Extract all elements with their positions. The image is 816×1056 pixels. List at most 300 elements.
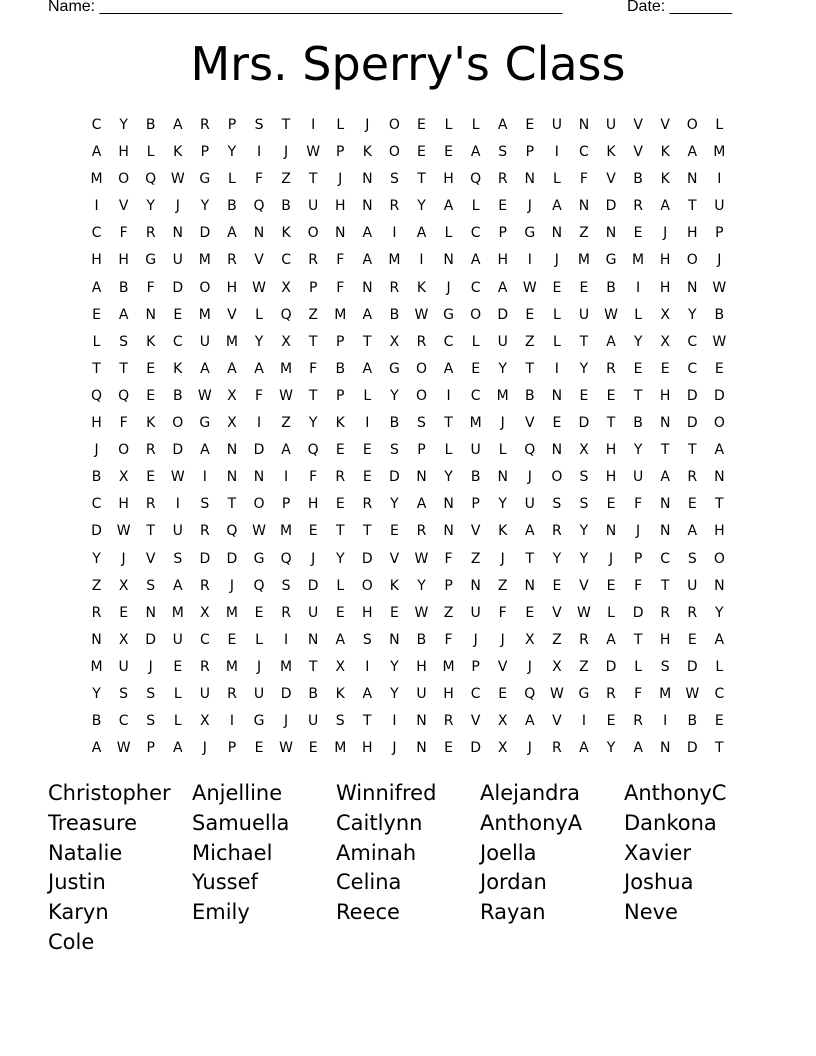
grid-letter[interactable]: F [254, 387, 264, 404]
grid-letter[interactable]: N [578, 198, 590, 215]
grid-letter[interactable]: N [551, 442, 563, 459]
grid-letter[interactable]: C [470, 387, 481, 404]
grid-letter[interactable]: N [659, 415, 671, 432]
grid-letter[interactable]: N [362, 279, 373, 296]
grid-letter[interactable]: N [578, 117, 590, 133]
grid-letter[interactable]: P [498, 225, 507, 242]
grid-letter[interactable]: M [442, 658, 455, 675]
grid-letter[interactable]: W [279, 387, 293, 404]
grid-letter[interactable]: N [226, 469, 238, 486]
grid-letter[interactable]: H [118, 252, 129, 269]
grid-letter[interactable]: M [713, 144, 726, 161]
grid-letter[interactable]: J [527, 198, 532, 215]
grid-letter[interactable]: M [225, 658, 238, 675]
grid-letter[interactable]: H [659, 252, 671, 269]
grid-letter[interactable]: P [227, 740, 237, 757]
grid-letter[interactable]: U [172, 252, 183, 269]
grid-letter[interactable]: P [471, 658, 480, 675]
grid-letter[interactable]: T [119, 360, 128, 377]
grid-letter[interactable]: T [525, 360, 535, 377]
grid-letter[interactable]: Q [280, 306, 292, 323]
grid-letter[interactable]: O [686, 117, 698, 133]
grid-letter[interactable]: A [606, 333, 616, 350]
grid-letter[interactable]: S [119, 685, 129, 702]
grid-letter[interactable]: N [416, 469, 427, 486]
grid-letter[interactable]: E [606, 387, 616, 404]
grid-letter[interactable]: E [173, 658, 183, 675]
grid-letter[interactable]: A [660, 469, 670, 486]
grid-letter[interactable]: K [146, 333, 156, 350]
grid-letter[interactable]: E [227, 631, 237, 648]
grid-letter[interactable]: K [606, 144, 616, 161]
grid-letter[interactable]: J [121, 550, 126, 567]
grid-letter[interactable]: N [91, 631, 102, 648]
grid-letter[interactable]: Y [92, 685, 101, 702]
grid-letter[interactable]: O [713, 415, 725, 432]
grid-letter[interactable]: P [336, 387, 345, 404]
grid-letter[interactable]: O [361, 577, 373, 594]
grid-letter[interactable]: R [660, 604, 671, 621]
grid-letter[interactable]: M [225, 604, 238, 621]
grid-letter[interactable]: O [172, 415, 184, 432]
grid-letter[interactable]: N [416, 740, 427, 757]
grid-letter[interactable]: L [607, 604, 615, 621]
grid-letter[interactable]: L [552, 171, 561, 188]
grid-letter[interactable]: S [498, 144, 508, 161]
grid-letter[interactable]: A [281, 442, 291, 459]
grid-letter[interactable]: D [497, 306, 509, 323]
grid-letter[interactable]: H [362, 604, 373, 621]
grid-letter[interactable]: S [146, 713, 156, 730]
grid-letter[interactable]: N [226, 442, 238, 459]
grid-letter[interactable]: H [307, 496, 319, 513]
grid-letter[interactable]: M [90, 171, 103, 188]
grid-letter[interactable]: U [551, 117, 562, 133]
grid-letter[interactable]: A [118, 306, 129, 323]
grid-letter[interactable]: R [145, 496, 156, 513]
grid-letter[interactable]: Y [146, 198, 155, 215]
grid-letter[interactable]: A [227, 360, 237, 377]
grid-letter[interactable]: J [229, 577, 234, 594]
grid-letter[interactable]: Y [335, 550, 345, 567]
grid-letter[interactable]: N [714, 577, 725, 594]
grid-letter[interactable]: Y [633, 333, 643, 350]
grid-letter[interactable]: G [199, 415, 211, 432]
grid-letter[interactable]: X [227, 387, 237, 404]
grid-letter[interactable]: A [416, 225, 427, 242]
grid-letter[interactable]: W [577, 604, 591, 621]
grid-letter[interactable]: R [227, 252, 237, 269]
grid-letter[interactable]: S [119, 333, 129, 350]
grid-letter[interactable]: Z [91, 577, 102, 594]
grid-letter[interactable]: L [498, 442, 507, 459]
grid-letter[interactable]: O [118, 442, 130, 459]
grid-letter[interactable]: E [579, 387, 589, 404]
grid-letter[interactable]: O [118, 171, 130, 188]
grid-letter[interactable]: E [173, 306, 183, 323]
grid-letter[interactable]: L [552, 306, 561, 323]
grid-letter[interactable]: R [145, 442, 156, 459]
grid-letter[interactable]: W [252, 523, 266, 540]
grid-letter[interactable]: U [308, 604, 319, 621]
grid-letter[interactable]: D [253, 442, 265, 459]
grid-letter[interactable]: L [92, 333, 101, 350]
grid-letter[interactable]: E [687, 496, 697, 513]
grid-letter[interactable]: T [363, 523, 372, 540]
grid-letter[interactable]: U [497, 333, 508, 350]
grid-letter[interactable]: V [118, 198, 129, 215]
grid-letter[interactable]: X [497, 713, 508, 730]
grid-letter[interactable]: T [308, 387, 318, 404]
grid-letter[interactable]: A [172, 740, 183, 757]
grid-letter[interactable]: C [91, 117, 102, 133]
grid-letter[interactable]: E [687, 631, 697, 648]
grid-letter[interactable]: U [578, 306, 590, 323]
grid-letter[interactable]: A [687, 144, 698, 161]
grid-letter[interactable]: C [660, 550, 671, 567]
grid-letter[interactable]: Y [687, 306, 697, 323]
grid-letter[interactable]: K [173, 360, 183, 377]
grid-letter[interactable]: M [90, 658, 103, 675]
grid-letter[interactable]: I [94, 198, 99, 215]
grid-letter[interactable]: S [335, 713, 345, 730]
grid-letter[interactable]: C [199, 631, 210, 648]
grid-letter[interactable]: N [524, 577, 536, 594]
grid-letter[interactable]: I [392, 713, 397, 730]
grid-letter[interactable]: V [579, 577, 589, 594]
grid-letter[interactable]: N [253, 225, 265, 242]
grid-letter[interactable]: B [172, 387, 183, 404]
grid-letter[interactable]: V [470, 523, 481, 540]
grid-letter[interactable]: K [146, 415, 156, 432]
grid-letter[interactable]: T [579, 333, 589, 350]
grid-letter[interactable]: T [660, 442, 670, 459]
grid-letter[interactable]: L [634, 658, 642, 675]
grid-letter[interactable]: P [444, 577, 453, 594]
grid-letter[interactable]: L [173, 713, 182, 730]
grid-letter[interactable]: Y [227, 144, 237, 161]
grid-letter[interactable]: U [172, 523, 183, 540]
grid-letter[interactable]: Q [145, 171, 157, 188]
grid-letter[interactable]: C [118, 713, 129, 730]
grid-letter[interactable]: C [281, 252, 291, 269]
grid-letter[interactable]: W [116, 740, 131, 757]
grid-letter[interactable]: V [552, 713, 562, 730]
grid-letter[interactable]: A [687, 523, 698, 540]
grid-letter[interactable]: A [579, 740, 589, 757]
grid-letter[interactable]: O [551, 469, 563, 486]
grid-letter[interactable]: L [471, 333, 480, 350]
grid-letter[interactable]: R [497, 171, 508, 188]
grid-letter[interactable]: R [389, 279, 400, 296]
grid-letter[interactable]: S [552, 496, 562, 513]
grid-letter[interactable]: J [284, 144, 289, 161]
grid-letter[interactable]: U [470, 442, 481, 459]
grid-letter[interactable]: I [392, 225, 397, 242]
grid-letter[interactable]: L [715, 117, 724, 133]
grid-letter[interactable]: C [687, 360, 698, 377]
grid-letter[interactable]: B [633, 171, 643, 188]
grid-letter[interactable]: S [146, 577, 156, 594]
grid-letter[interactable]: N [362, 171, 373, 188]
grid-letter[interactable]: L [336, 577, 345, 594]
grid-letter[interactable]: B [91, 713, 102, 730]
grid-letter[interactable]: L [336, 117, 345, 133]
grid-letter[interactable]: T [525, 550, 535, 567]
grid-letter[interactable]: A [497, 279, 508, 296]
grid-letter[interactable]: A [91, 279, 102, 296]
grid-letter[interactable]: J [608, 550, 614, 567]
grid-letter[interactable]: T [633, 631, 643, 648]
grid-letter[interactable]: I [256, 144, 262, 161]
grid-letter[interactable]: I [256, 415, 262, 432]
grid-letter[interactable]: A [606, 631, 616, 648]
grid-letter[interactable]: I [175, 496, 180, 513]
grid-letter[interactable]: R [606, 360, 616, 377]
grid-letter[interactable]: E [552, 415, 562, 432]
grid-letter[interactable]: R [91, 604, 102, 621]
grid-letter[interactable]: T [363, 713, 372, 730]
grid-letter[interactable]: Y [417, 198, 426, 215]
grid-letter[interactable]: J [527, 469, 532, 486]
grid-letter[interactable]: H [497, 252, 508, 269]
grid-letter[interactable]: N [470, 577, 481, 594]
grid-letter[interactable]: O [307, 225, 319, 242]
grid-letter[interactable]: A [362, 252, 373, 269]
grid-letter[interactable]: X [200, 604, 210, 621]
grid-letter[interactable]: Z [579, 225, 589, 242]
grid-letter[interactable]: B [389, 415, 400, 432]
grid-letter[interactable]: L [228, 171, 236, 188]
grid-letter[interactable]: H [659, 387, 671, 404]
grid-letter[interactable]: F [634, 685, 643, 702]
grid-letter[interactable]: T [335, 523, 345, 540]
grid-letter[interactable]: I [365, 415, 370, 432]
grid-letter[interactable]: O [388, 144, 400, 161]
grid-letter[interactable]: W [685, 685, 700, 702]
grid-letter[interactable]: A [254, 360, 264, 377]
grid-letter[interactable]: Z [308, 306, 318, 323]
grid-letter[interactable]: C [470, 685, 481, 702]
grid-letter[interactable]: J [500, 415, 505, 432]
grid-letter[interactable]: P [336, 144, 345, 161]
grid-letter[interactable]: X [552, 658, 562, 675]
grid-letter[interactable]: E [146, 387, 156, 404]
grid-letter[interactable]: I [663, 713, 668, 730]
grid-letter[interactable]: J [500, 550, 505, 567]
grid-letter[interactable]: N [307, 631, 319, 648]
grid-letter[interactable]: E [525, 604, 535, 621]
grid-letter[interactable]: A [714, 442, 725, 459]
grid-letter[interactable]: R [199, 577, 210, 594]
grid-letter[interactable]: Z [497, 577, 508, 594]
grid-letter[interactable]: Y [390, 387, 399, 404]
grid-letter[interactable]: B [606, 279, 616, 296]
grid-letter[interactable]: G [145, 252, 157, 269]
grid-letter[interactable]: H [443, 171, 454, 188]
grid-letter[interactable]: I [636, 279, 641, 296]
grid-letter[interactable]: D [578, 415, 590, 432]
grid-letter[interactable]: L [444, 442, 453, 459]
grid-letter[interactable]: N [524, 171, 536, 188]
grid-letter[interactable]: H [686, 225, 698, 242]
grid-letter[interactable]: N [551, 387, 563, 404]
grid-letter[interactable]: E [254, 604, 264, 621]
grid-letter[interactable]: Q [253, 198, 265, 215]
grid-letter[interactable]: I [554, 360, 559, 377]
grid-letter[interactable]: D [199, 225, 211, 242]
grid-letter[interactable]: X [660, 306, 670, 323]
grid-letter[interactable]: G [253, 713, 265, 730]
grid-letter[interactable]: S [579, 496, 589, 513]
grid-letter[interactable]: R [416, 523, 427, 540]
grid-letter[interactable]: Z [443, 604, 454, 621]
grid-letter[interactable]: S [687, 550, 697, 567]
grid-letter[interactable]: D [686, 415, 698, 432]
grid-letter[interactable]: P [200, 144, 210, 161]
grid-letter[interactable]: J [284, 713, 289, 730]
grid-letter[interactable]: X [335, 658, 346, 675]
grid-letter[interactable]: E [362, 442, 372, 459]
grid-letter[interactable]: V [660, 117, 670, 133]
grid-letter[interactable]: N [362, 198, 373, 215]
grid-letter[interactable]: Q [524, 685, 536, 702]
grid-letter[interactable]: U [199, 685, 210, 702]
grid-letter[interactable]: X [389, 333, 400, 350]
grid-letter[interactable]: B [145, 117, 156, 133]
grid-letter[interactable]: S [281, 577, 291, 594]
grid-letter[interactable]: T [606, 415, 616, 432]
grid-letter[interactable]: J [94, 442, 99, 459]
grid-letter[interactable]: D [686, 387, 698, 404]
grid-letter[interactable]: E [498, 198, 508, 215]
grid-letter[interactable]: E [92, 306, 101, 323]
grid-letter[interactable]: T [92, 360, 101, 377]
grid-letter[interactable]: T [687, 198, 697, 215]
grid-letter[interactable]: U [118, 658, 129, 675]
grid-letter[interactable]: R [281, 604, 291, 621]
grid-letter[interactable]: S [417, 415, 426, 432]
grid-letter[interactable]: K [660, 144, 670, 161]
grid-letter[interactable]: E [335, 442, 345, 459]
grid-letter[interactable]: A [172, 117, 183, 133]
grid-letter[interactable]: W [116, 523, 131, 540]
grid-letter[interactable]: H [362, 740, 373, 757]
grid-letter[interactable]: C [714, 685, 725, 702]
grid-letter[interactable]: J [636, 523, 641, 540]
grid-letter[interactable]: Y [498, 360, 507, 377]
grid-letter[interactable]: E [389, 604, 399, 621]
grid-letter[interactable]: U [605, 117, 617, 133]
grid-letter[interactable]: N [714, 469, 725, 486]
grid-letter[interactable]: H [659, 631, 671, 648]
grid-letter[interactable]: F [336, 252, 345, 269]
grid-letter[interactable]: T [633, 387, 643, 404]
grid-letter[interactable]: F [498, 604, 507, 621]
grid-letter[interactable]: E [525, 117, 535, 133]
grid-letter[interactable]: K [173, 144, 183, 161]
grid-letter[interactable]: L [146, 144, 155, 161]
grid-letter[interactable]: E [308, 523, 318, 540]
grid-letter[interactable]: V [145, 550, 156, 567]
grid-letter[interactable]: D [172, 279, 184, 296]
grid-letter[interactable]: M [388, 252, 401, 269]
grid-letter[interactable]: U [416, 685, 427, 702]
grid-letter[interactable]: K [362, 144, 372, 161]
grid-letter[interactable]: L [255, 306, 263, 323]
grid-letter[interactable]: O [713, 550, 725, 567]
grid-letter[interactable]: Q [253, 577, 265, 594]
grid-letter[interactable]: N [443, 523, 454, 540]
grid-letter[interactable]: W [414, 604, 429, 621]
grid-letter[interactable]: M [632, 252, 645, 269]
grid-letter[interactable]: P [633, 550, 643, 567]
grid-letter[interactable]: V [633, 144, 643, 161]
grid-letter[interactable]: P [336, 333, 345, 350]
grid-letter[interactable]: E [552, 279, 562, 296]
grid-letter[interactable]: X [227, 415, 237, 432]
grid-letter[interactable]: F [146, 279, 155, 296]
grid-letter[interactable]: A [660, 198, 670, 215]
grid-letter[interactable]: B [118, 279, 129, 296]
grid-letter[interactable]: J [473, 631, 478, 648]
grid-letter[interactable]: S [146, 685, 156, 702]
grid-letter[interactable]: P [227, 117, 237, 133]
grid-letter[interactable]: V [606, 171, 616, 188]
grid-letter[interactable]: N [605, 225, 617, 242]
grid-letter[interactable]: J [365, 117, 370, 133]
grid-letter[interactable]: C [172, 333, 183, 350]
grid-letter[interactable]: B [281, 198, 291, 215]
grid-letter[interactable]: T [308, 171, 318, 188]
grid-letter[interactable]: A [200, 360, 210, 377]
grid-letter[interactable]: V [389, 550, 400, 567]
grid-letter[interactable]: S [200, 496, 210, 513]
grid-letter[interactable]: D [470, 740, 482, 757]
grid-letter[interactable]: M [469, 415, 482, 432]
grid-letter[interactable]: E [389, 523, 399, 540]
grid-letter[interactable]: A [91, 144, 102, 161]
grid-letter[interactable]: A [525, 523, 535, 540]
grid-letter[interactable]: J [311, 550, 316, 567]
grid-letter[interactable]: D [280, 685, 292, 702]
grid-letter[interactable]: W [306, 144, 321, 161]
grid-letter[interactable]: Y [579, 523, 589, 540]
grid-letter[interactable]: D [389, 469, 400, 486]
grid-letter[interactable]: U [253, 685, 265, 702]
grid-letter[interactable]: K [416, 279, 427, 296]
grid-letter[interactable]: N [687, 171, 698, 188]
grid-letter[interactable]: F [309, 360, 318, 377]
grid-letter[interactable]: R [687, 604, 698, 621]
grid-letter[interactable]: M [496, 387, 509, 404]
grid-letter[interactable]: B [470, 469, 481, 486]
grid-letter[interactable]: Q [118, 387, 130, 404]
grid-letter[interactable]: M [280, 360, 293, 377]
grid-letter[interactable]: L [471, 117, 480, 133]
grid-letter[interactable]: K [281, 225, 291, 242]
grid-letter[interactable]: Y [254, 333, 264, 350]
grid-letter[interactable]: A [443, 198, 454, 215]
grid-letter[interactable]: T [687, 442, 697, 459]
grid-letter[interactable]: D [686, 740, 698, 757]
grid-letter[interactable]: V [633, 117, 643, 133]
grid-letter[interactable]: S [362, 631, 372, 648]
grid-letter[interactable]: P [308, 279, 318, 296]
grid-letter[interactable]: L [471, 198, 480, 215]
grid-letter[interactable]: I [527, 252, 532, 269]
grid-letter[interactable]: U [308, 713, 319, 730]
